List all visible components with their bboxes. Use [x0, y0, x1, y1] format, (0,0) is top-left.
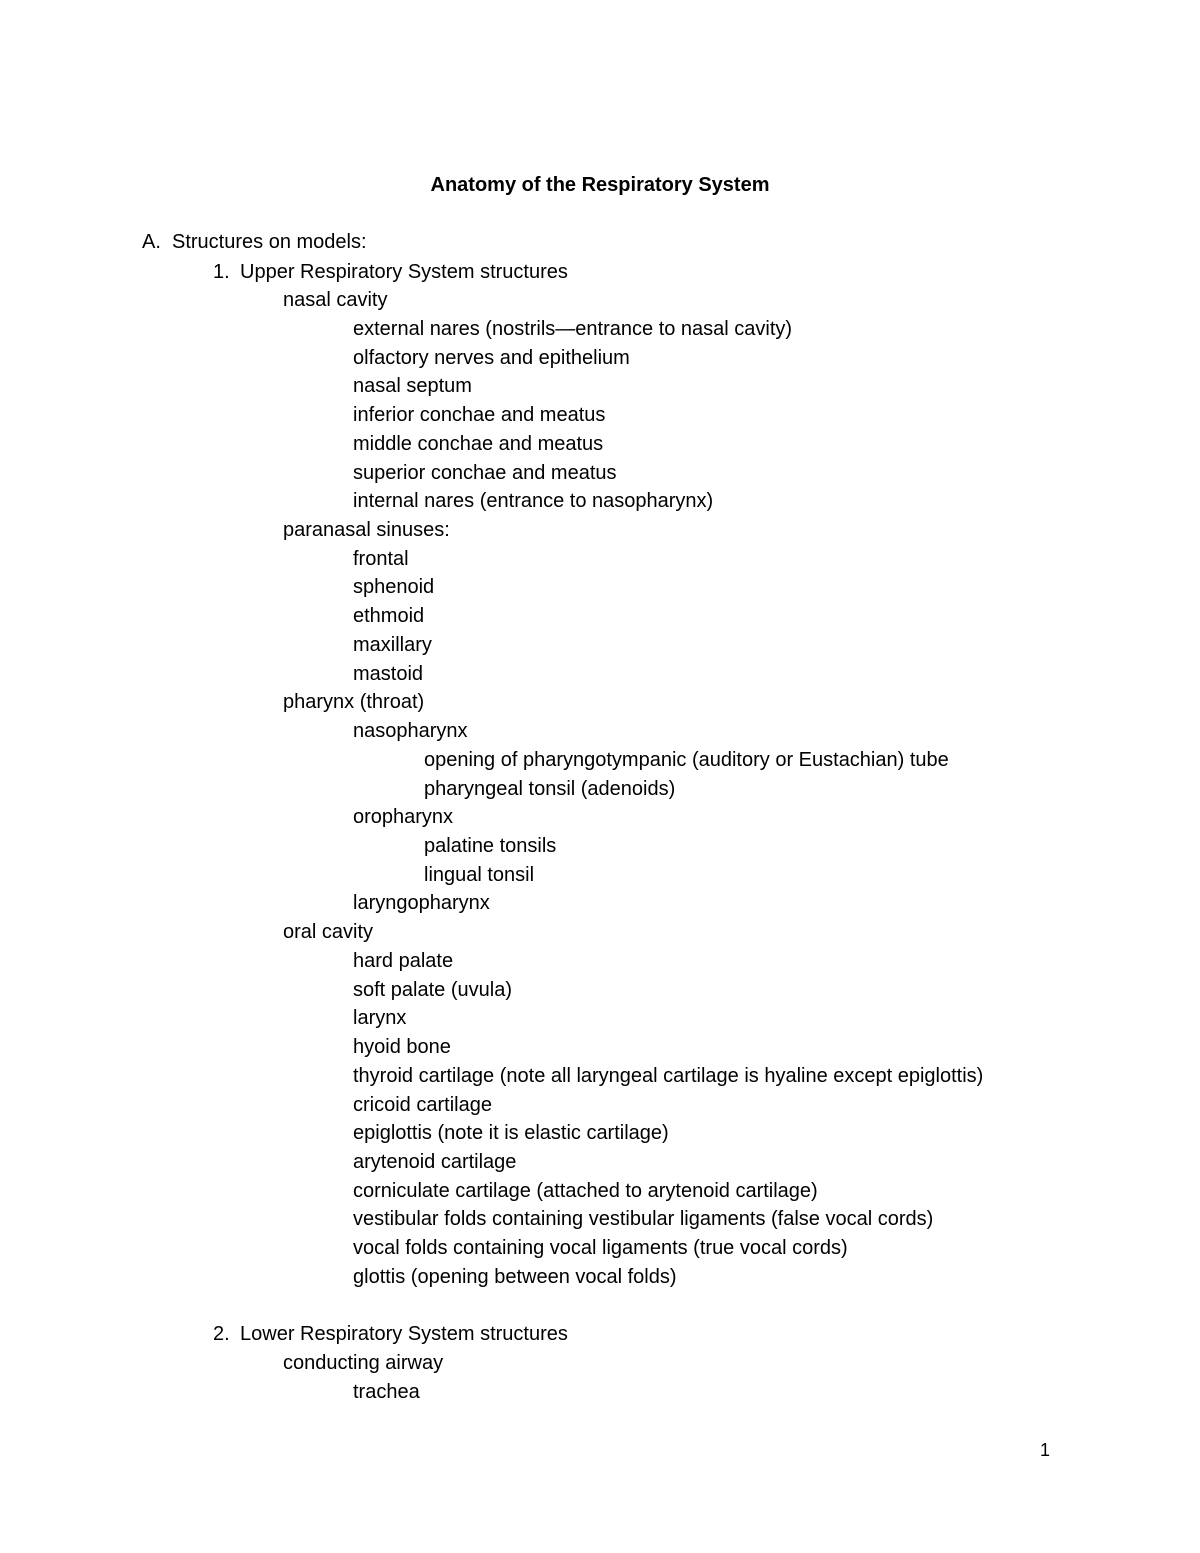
page-number: 1: [1040, 1440, 1051, 1460]
paranasal-sinuses-label: paranasal sinuses:: [283, 519, 450, 541]
list-item: ethmoid: [353, 605, 425, 627]
section-a-heading: [142, 228, 367, 256]
list-item: soft palate (uvula): [353, 979, 512, 1001]
list-item: trachea: [353, 1381, 420, 1403]
list-item: larynx: [353, 1007, 407, 1029]
lower-label: Lower Respiratory System structures: [240, 1323, 568, 1345]
lower-marker: 2.: [213, 1323, 230, 1345]
list-item: internal nares (entrance to nasopharynx): [353, 490, 714, 512]
list-item: maxillary: [353, 634, 432, 656]
pharynx-label: pharynx (throat): [283, 691, 425, 713]
laryngopharynx-label: laryngopharynx: [353, 892, 490, 914]
list-item: olfactory nerves and epithelium: [353, 347, 630, 369]
conducting-airway-label: conducting airway: [283, 1352, 444, 1374]
upper-label: Upper Respiratory System structures: [240, 261, 568, 283]
list-item: cricoid cartilage: [353, 1094, 492, 1116]
upper-marker: 1.: [213, 261, 230, 283]
lower-heading: [213, 1320, 568, 1348]
list-item: middle conchae and meatus: [353, 433, 604, 455]
list-item: lingual tonsil: [424, 864, 535, 886]
oral-cavity-label: oral cavity: [283, 921, 374, 943]
list-item: vestibular folds containing vestibular ligaments (false vocal cords): [353, 1208, 934, 1230]
list-item: inferior conchae and meatus: [353, 404, 606, 426]
list-item: hard palate: [353, 950, 454, 972]
section-a-label: Structures on models:: [172, 231, 367, 253]
list-item: corniculate cartilage (attached to arytenoid cartilage): [353, 1180, 818, 1202]
list-item: palatine tonsils: [424, 835, 557, 857]
list-item: frontal: [353, 548, 409, 570]
list-item: hyoid bone: [353, 1036, 451, 1058]
list-item: sphenoid: [353, 576, 435, 598]
list-item: thyroid cartilage (note all laryngeal cartilage is hyaline except epiglottis): [353, 1065, 984, 1087]
oropharynx-label: oropharynx: [353, 806, 454, 828]
nasopharynx-label: nasopharynx: [353, 720, 468, 742]
list-item: arytenoid cartilage: [353, 1151, 517, 1173]
list-item: opening of pharyngotympanic (auditory or Eustachian) tube: [424, 749, 949, 771]
list-item: pharyngeal tonsil (adenoids): [424, 778, 676, 800]
list-item: glottis (opening between vocal folds): [353, 1266, 677, 1288]
section-a-marker: A.: [142, 231, 161, 253]
upper-heading: [213, 258, 568, 286]
document-title: Anatomy of the Respiratory System: [430, 174, 770, 196]
nasal-cavity-label: nasal cavity: [283, 289, 388, 311]
list-item: external nares (nostrils—entrance to nasal cavity): [353, 318, 793, 340]
list-item: epiglottis (note it is elastic cartilage): [353, 1122, 669, 1144]
list-item: nasal septum: [353, 375, 472, 397]
list-item: mastoid: [353, 663, 424, 685]
list-item: vocal folds containing vocal ligaments (true vocal cords): [353, 1237, 848, 1259]
list-item: superior conchae and meatus: [353, 462, 617, 484]
